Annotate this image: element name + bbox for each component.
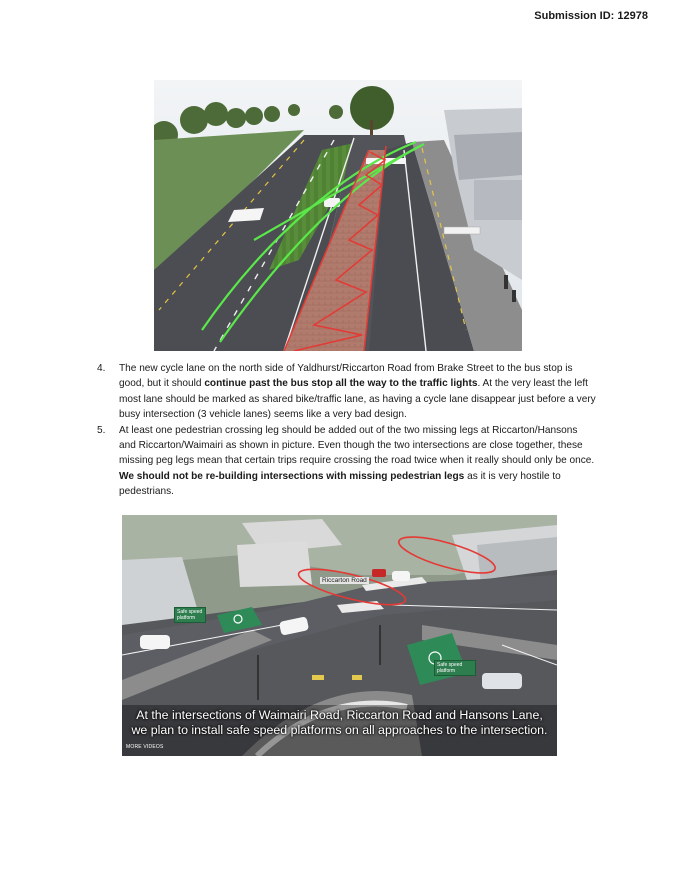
caption-line: At the intersections of Waimairi Road, Riccarton Road and Hansons Lane, <box>136 708 543 722</box>
submission-id: Submission ID: 12978 <box>534 10 648 22</box>
comment-list <box>97 361 597 500</box>
list-item <box>97 361 597 423</box>
video-caption <box>122 708 557 738</box>
item-text: . At the very least the left most lane should be marked as shared bike/traffic lane, as having a cycle lane disappear just before a very busy intersection (3 vehicle lanes) seems like a very bad design. <box>119 378 596 421</box>
road-render-image <box>154 80 522 351</box>
safe-speed-label-right: Safe speed platform <box>434 660 476 676</box>
caption-line: we plan to install safe speed platforms on all approaches to the intersection. <box>131 723 548 737</box>
item-text: At least one pedestrian crossing leg should be added out of the two missing legs at Riccarton/Hansons and Riccarton/Waimairi as shown in picture. Even though the two intersections are close together, these missing peg legs mean that certain trips require crossing the road twice when it really should only be once. <box>119 424 595 467</box>
item-text: as it is very hostile to pedestrians. <box>119 470 561 498</box>
item-emphasis: We should not be re-building intersections with missing pedestrian legs <box>119 470 465 482</box>
list-number: 4. <box>97 363 106 374</box>
intersection-render-image <box>122 515 557 756</box>
riccarton-road-label: Riccarton Road <box>322 577 367 584</box>
list-item <box>97 423 597 500</box>
list-number: 5. <box>97 424 106 436</box>
more-videos-link[interactable]: MORE VIDEOS <box>126 744 164 750</box>
item-emphasis: continue past the bus stop all the way to the traffic lights <box>204 378 478 390</box>
safe-speed-label-left: Safe speed platform <box>174 607 206 623</box>
item-text: The new cycle lane on the north side of Yaldhurst/Riccarton Road from Brake Street to the bus stop is good, but it should <box>119 363 573 390</box>
